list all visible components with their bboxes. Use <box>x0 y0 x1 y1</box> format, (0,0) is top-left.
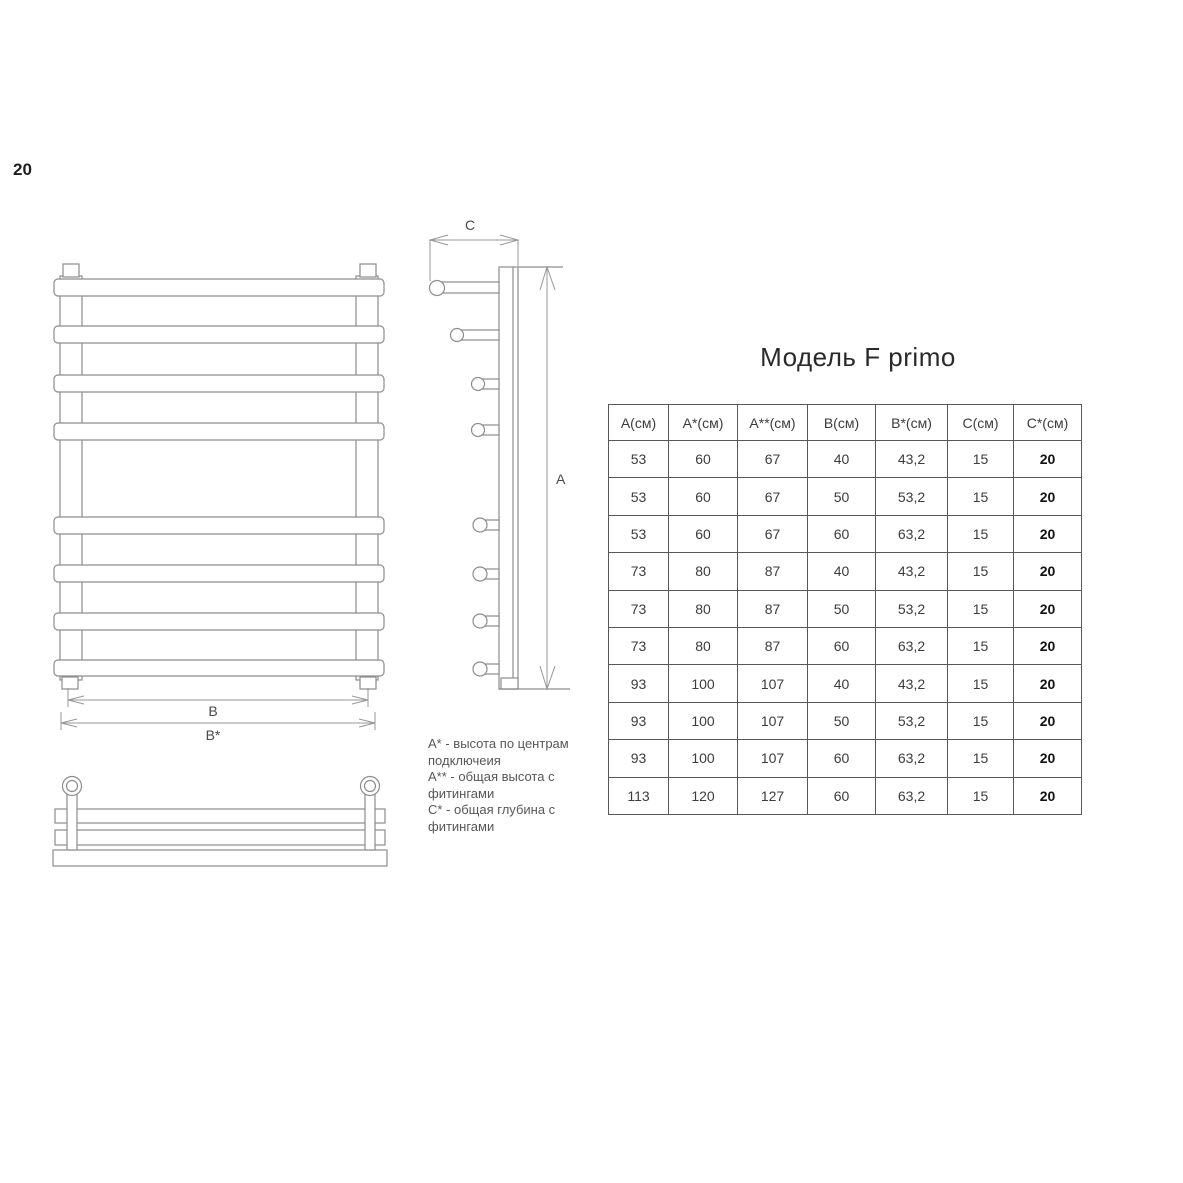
model-title: Модель F primo <box>760 342 956 372</box>
table-header-row <box>609 405 1082 441</box>
table-cell: 107 <box>738 665 808 702</box>
table-cell: 43,2 <box>876 553 948 590</box>
bottom-stem <box>365 792 375 850</box>
side-bar-neck <box>437 282 499 293</box>
table-cell: 43,2 <box>876 441 948 478</box>
dimension-b-star <box>61 712 375 743</box>
rail-bar <box>54 613 384 630</box>
dimension-b-star-label: В* <box>205 727 221 743</box>
table-row <box>609 441 1082 478</box>
table-cell: 53,2 <box>876 478 948 515</box>
side-view <box>430 267 571 689</box>
table-cell: 60 <box>808 627 876 664</box>
table-cell: 60 <box>669 478 738 515</box>
legend-notes <box>428 736 588 835</box>
right-post-cap <box>360 264 376 277</box>
table-cell: 20 <box>1014 627 1082 664</box>
side-bar-end <box>472 424 485 437</box>
side-foot <box>501 678 518 689</box>
table-cell: 63,2 <box>876 515 948 552</box>
table-cell: 87 <box>738 553 808 590</box>
column-header-c-star: С*(см) <box>1014 405 1082 441</box>
table-cell: 67 <box>738 441 808 478</box>
table-cell: 60 <box>669 515 738 552</box>
table-cell: 53 <box>609 515 669 552</box>
table-cell: 20 <box>1014 478 1082 515</box>
table-cell: 50 <box>808 702 876 739</box>
bottom-view <box>53 777 387 867</box>
table-cell: 87 <box>738 627 808 664</box>
table-cell: 50 <box>808 478 876 515</box>
table-cell: 40 <box>808 441 876 478</box>
table-cell: 20 <box>1014 702 1082 739</box>
dimension-b-label: В <box>208 703 218 719</box>
legend-line-a-star: А* - высота по центрам подключеия <box>428 736 569 768</box>
table-cell: 53,2 <box>876 702 948 739</box>
table-row <box>609 515 1082 552</box>
side-bar-end <box>473 518 487 532</box>
table-cell: 80 <box>669 627 738 664</box>
table-cell: 87 <box>738 590 808 627</box>
side-bar-end <box>473 614 487 628</box>
table-cell: 107 <box>738 702 808 739</box>
dimension-b <box>68 688 368 719</box>
table-cell: 20 <box>1014 441 1082 478</box>
legend-line-c-star: С* - общая глубина с фитингами <box>428 802 556 834</box>
rail-bar <box>54 660 384 676</box>
table-cell: 15 <box>948 441 1014 478</box>
side-post <box>499 267 518 689</box>
bottom-stem <box>67 792 77 850</box>
table-cell: 80 <box>669 553 738 590</box>
spec-table <box>608 404 1082 815</box>
spec-table-grid <box>608 404 1082 815</box>
table-cell: 107 <box>738 740 808 777</box>
rail-bar <box>54 279 384 296</box>
table-cell: 15 <box>948 627 1014 664</box>
table-row <box>609 665 1082 702</box>
table-cell: 15 <box>948 515 1014 552</box>
connector-ring-inner <box>67 781 78 792</box>
table-cell: 53 <box>609 441 669 478</box>
table-cell: 53 <box>609 478 669 515</box>
table-cell: 60 <box>808 515 876 552</box>
table-cell: 120 <box>669 777 738 814</box>
table-cell: 43,2 <box>876 665 948 702</box>
table-cell: 15 <box>948 702 1014 739</box>
left-post-cap <box>63 264 79 277</box>
bottom-bar <box>55 809 385 823</box>
left-foot <box>62 677 78 689</box>
rail-bar <box>54 423 384 440</box>
table-cell: 63,2 <box>876 740 948 777</box>
table-row <box>609 590 1082 627</box>
table-cell: 93 <box>609 740 669 777</box>
table-cell: 15 <box>948 478 1014 515</box>
rail-bar <box>54 565 384 582</box>
bottom-bar <box>55 830 385 845</box>
table-cell: 20 <box>1014 590 1082 627</box>
side-bar-end <box>473 567 487 581</box>
table-cell: 127 <box>738 777 808 814</box>
table-cell: 20 <box>1014 777 1082 814</box>
table-row <box>609 627 1082 664</box>
table-row <box>609 740 1082 777</box>
table-cell: 20 <box>1014 515 1082 552</box>
side-bar-end <box>472 378 485 391</box>
table-row <box>609 777 1082 814</box>
table-cell: 93 <box>609 702 669 739</box>
rail-bar <box>54 517 384 534</box>
side-bar-end <box>451 329 464 342</box>
side-bar-end <box>473 662 487 676</box>
column-header-a-star: А*(см) <box>669 405 738 441</box>
spec-table-body <box>609 441 1082 815</box>
table-cell: 60 <box>808 740 876 777</box>
dimension-a <box>540 267 566 689</box>
table-row <box>609 553 1082 590</box>
table-cell: 40 <box>808 553 876 590</box>
table-cell: 63,2 <box>876 627 948 664</box>
table-cell: 100 <box>669 702 738 739</box>
column-header-c: С(см) <box>948 405 1014 441</box>
column-header-b: В(см) <box>808 405 876 441</box>
table-cell: 20 <box>1014 665 1082 702</box>
table-cell: 15 <box>948 590 1014 627</box>
table-cell: 73 <box>609 553 669 590</box>
page-number: 20 <box>13 160 32 179</box>
table-cell: 20 <box>1014 740 1082 777</box>
table-cell: 20 <box>1014 553 1082 590</box>
table-cell: 67 <box>738 478 808 515</box>
table-cell: 100 <box>669 740 738 777</box>
dimension-a-label: А <box>556 471 566 487</box>
table-cell: 100 <box>669 665 738 702</box>
table-cell: 73 <box>609 627 669 664</box>
table-cell: 60 <box>808 777 876 814</box>
rail-bar <box>54 375 384 392</box>
table-row <box>609 478 1082 515</box>
table-cell: 15 <box>948 553 1014 590</box>
table-cell: 40 <box>808 665 876 702</box>
connector-ring-inner <box>365 781 376 792</box>
column-header-a-2star: А**(см) <box>738 405 808 441</box>
side-bar-end <box>430 281 445 296</box>
table-cell: 15 <box>948 665 1014 702</box>
table-cell: 50 <box>808 590 876 627</box>
table-cell: 63,2 <box>876 777 948 814</box>
table-cell: 15 <box>948 777 1014 814</box>
table-cell: 93 <box>609 665 669 702</box>
right-foot <box>360 677 376 689</box>
table-cell: 80 <box>669 590 738 627</box>
rail-bar <box>54 326 384 343</box>
front-view <box>54 264 384 689</box>
table-cell: 53,2 <box>876 590 948 627</box>
column-header-a: А(см) <box>609 405 669 441</box>
table-cell: 67 <box>738 515 808 552</box>
table-cell: 60 <box>669 441 738 478</box>
dimension-c-label: С <box>464 217 476 233</box>
table-cell: 113 <box>609 777 669 814</box>
table-row <box>609 702 1082 739</box>
table-cell: 73 <box>609 590 669 627</box>
table-cell: 15 <box>948 740 1014 777</box>
bottom-bar <box>53 850 387 866</box>
column-header-b-star: В*(см) <box>876 405 948 441</box>
legend-line-a-2star: А** - общая высота с фитингами <box>428 769 555 801</box>
